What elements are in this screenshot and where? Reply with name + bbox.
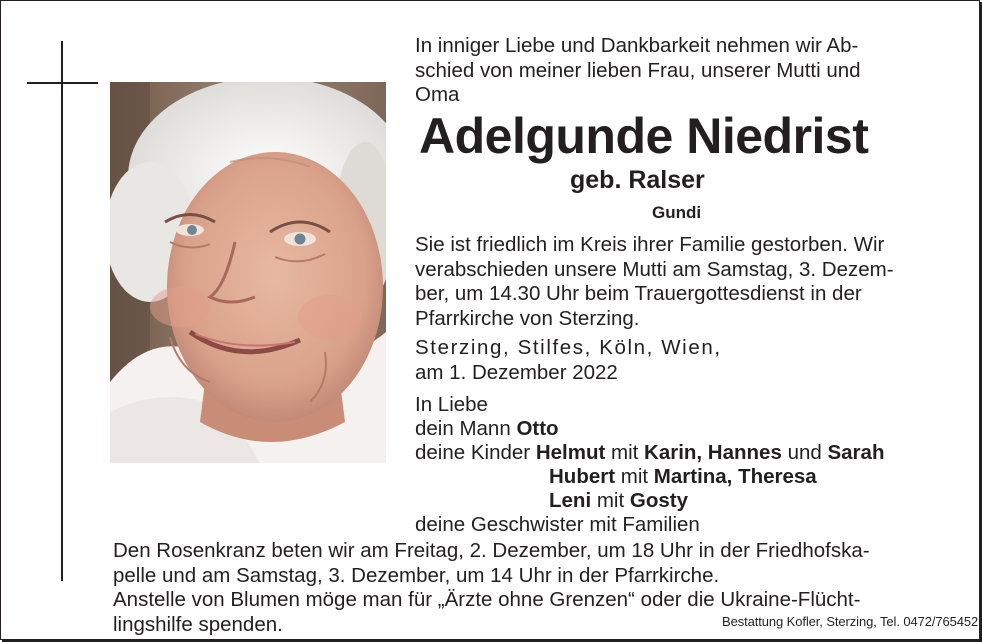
mourners-list	[415, 393, 884, 537]
place-and-date	[415, 336, 722, 385]
and-word: und	[781, 441, 828, 464]
locations: Sterzing, Stilfes, Köln, Wien,	[415, 336, 722, 359]
deceased-name: Adelgunde Niedrist	[419, 108, 869, 164]
undertaker-credit: Bestattung Kofler, Sterzing, Tel. 0472/765452	[722, 614, 979, 629]
partner-names: Karin, Hannes	[644, 441, 782, 464]
message-line: verabschieden unsere Mutti am Samstag, 3. Dezem-	[415, 257, 894, 281]
portrait-illustration	[110, 82, 386, 463]
cross-vertical-bar	[61, 41, 63, 581]
death-message	[415, 233, 894, 331]
funeral-line: Anstelle von Blumen möge man für „Ärzte ohne Grenzen“ oder die Ukraine-Flücht-	[113, 588, 861, 611]
children-prefix: deine Kinder	[415, 441, 536, 464]
child-name: Leni	[549, 489, 592, 512]
partner-name: Gosty	[629, 489, 688, 512]
portrait-photo	[110, 82, 386, 463]
message-line: Pfarrkirche von Sterzing.	[415, 306, 640, 330]
funeral-line: Den Rosenkranz beten wir am Freitag, 2. Dezember, um 18 Uhr in der Friedhofska-	[113, 539, 870, 562]
intro-line: schied von meiner lieben Frau, unserer Mutti und	[415, 58, 861, 82]
cross-horizontal-bar	[27, 82, 98, 84]
husband-line	[415, 417, 884, 441]
husband-name: Otto	[516, 417, 559, 440]
date-of-death: am 1. Dezember 2022	[415, 360, 618, 384]
partner-names: Martina, Theresa	[653, 465, 817, 488]
message-line: Sie ist friedlich im Kreis ihrer Familie gestorben. Wir	[415, 233, 885, 256]
maiden-name: geb. Ralser	[570, 166, 705, 194]
intro-line: In inniger Liebe und Dankbarkeit nehmen wir Ab-	[415, 34, 859, 57]
child-name: Hubert	[549, 465, 616, 488]
partner-name: Sarah	[827, 441, 885, 464]
in-love-line: In Liebe	[415, 393, 488, 416]
siblings-line: deine Geschwister mit Familien	[415, 513, 700, 536]
message-line: ber, um 14.30 Uhr beim Trauergottesdienst in der	[415, 282, 862, 305]
children-line-2	[415, 465, 884, 489]
husband-prefix: dein Mann	[415, 417, 517, 440]
funeral-line: pelle und am Samstag, 3. Dezember, um 14 Uhr in der Pfarrkirche.	[113, 563, 720, 587]
intro-line: Oma	[415, 83, 460, 106]
with-word: mit	[605, 441, 645, 464]
intro-text	[415, 34, 861, 108]
child-name: Helmut	[535, 441, 606, 464]
children-line-1	[415, 441, 884, 465]
nickname: Gundi	[652, 203, 702, 222]
children-line-3	[415, 489, 884, 513]
with-word: mit	[591, 489, 630, 512]
with-word: mit	[615, 465, 654, 488]
funeral-line: lingshilfe spenden.	[113, 612, 283, 636]
